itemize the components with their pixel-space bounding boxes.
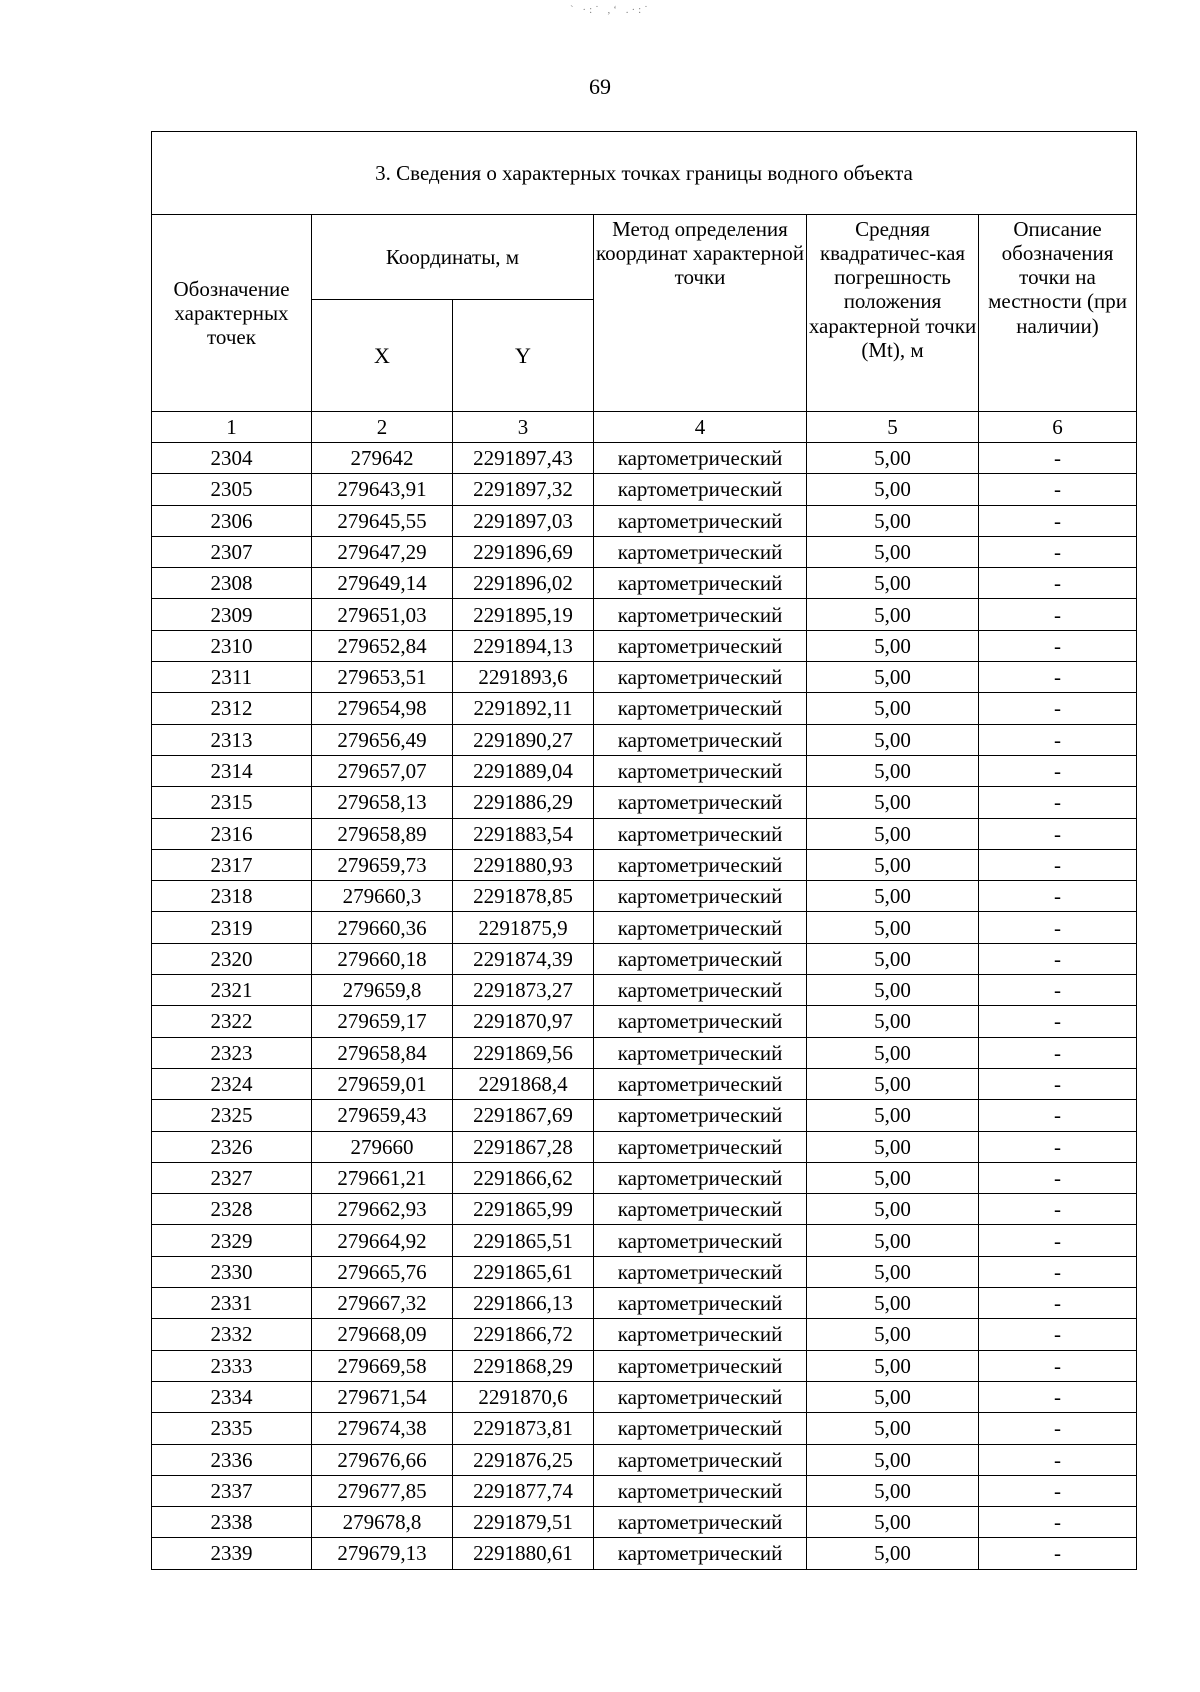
error-cell: 5,00 (807, 1288, 979, 1319)
description-cell: - (979, 881, 1137, 912)
point-designation-cell: 2306 (152, 505, 312, 536)
y-coordinate-cell: 2291866,62 (453, 1162, 594, 1193)
x-coordinate-cell: 279658,89 (312, 818, 453, 849)
error-cell: 5,00 (807, 568, 979, 599)
table-row (152, 1162, 1137, 1193)
table-row (152, 755, 1137, 786)
description-cell: - (979, 818, 1137, 849)
method-cell: картометрический (594, 505, 807, 536)
method-cell: картометрический (594, 881, 807, 912)
table-row (152, 662, 1137, 693)
table-row (152, 1413, 1137, 1444)
y-coordinate-cell: 2291890,27 (453, 724, 594, 755)
x-coordinate-cell: 279651,03 (312, 599, 453, 630)
x-coordinate-cell: 279660,36 (312, 912, 453, 943)
x-coordinate-cell: 279678,8 (312, 1507, 453, 1538)
description-cell: - (979, 1444, 1137, 1475)
x-coordinate-cell: 279668,09 (312, 1319, 453, 1350)
point-designation-cell: 2313 (152, 724, 312, 755)
x-coordinate-cell: 279658,13 (312, 787, 453, 818)
method-cell: картометрический (594, 1100, 807, 1131)
error-cell: 5,00 (807, 881, 979, 912)
description-cell: - (979, 1131, 1137, 1162)
table-row (152, 630, 1137, 661)
point-designation-cell: 2304 (152, 443, 312, 474)
point-designation-cell: 2311 (152, 662, 312, 693)
method-cell: картометрический (594, 630, 807, 661)
header-error: Средняя квадратичес-кая погрешность положения характерной точки (Mt), м (807, 215, 979, 412)
header-coordinates: Координаты, м (312, 215, 594, 300)
error-cell: 5,00 (807, 1350, 979, 1381)
x-coordinate-cell: 279669,58 (312, 1350, 453, 1381)
table-row (152, 599, 1137, 630)
method-cell: картометрический (594, 693, 807, 724)
point-designation-cell: 2310 (152, 630, 312, 661)
method-cell: картометрический (594, 1225, 807, 1256)
point-designation-cell: 2338 (152, 1507, 312, 1538)
column-number-row (152, 412, 1137, 443)
method-cell: картометрический (594, 1068, 807, 1099)
error-cell: 5,00 (807, 1413, 979, 1444)
table-row (152, 1256, 1137, 1287)
method-cell: картометрический (594, 1381, 807, 1412)
y-coordinate-cell: 2291866,72 (453, 1319, 594, 1350)
error-cell: 5,00 (807, 1194, 979, 1225)
description-cell: - (979, 1068, 1137, 1099)
description-cell: - (979, 1413, 1137, 1444)
description-cell: - (979, 1319, 1137, 1350)
error-cell: 5,00 (807, 1507, 979, 1538)
point-designation-cell: 2336 (152, 1444, 312, 1475)
table-row (152, 975, 1137, 1006)
y-coordinate-cell: 2291880,93 (453, 849, 594, 880)
y-coordinate-cell: 2291886,29 (453, 787, 594, 818)
x-coordinate-cell: 279679,13 (312, 1538, 453, 1569)
method-cell: картометрический (594, 568, 807, 599)
y-coordinate-cell: 2291897,03 (453, 505, 594, 536)
y-coordinate-cell: 2291889,04 (453, 755, 594, 786)
x-coordinate-cell: 279659,01 (312, 1068, 453, 1099)
table-row (152, 881, 1137, 912)
point-designation-cell: 2333 (152, 1350, 312, 1381)
table-row (152, 818, 1137, 849)
method-cell: картометрический (594, 1413, 807, 1444)
header-designation: Обозначение характерных точек (152, 215, 312, 412)
point-designation-cell: 2329 (152, 1225, 312, 1256)
table-row (152, 1538, 1137, 1569)
error-cell: 5,00 (807, 599, 979, 630)
method-cell: картометрический (594, 1037, 807, 1068)
point-designation-cell: 2334 (152, 1381, 312, 1412)
table-row (152, 1350, 1137, 1381)
y-coordinate-cell: 2291873,27 (453, 975, 594, 1006)
x-coordinate-cell: 279667,32 (312, 1288, 453, 1319)
y-coordinate-cell: 2291868,29 (453, 1350, 594, 1381)
column-number: 5 (807, 412, 979, 443)
description-cell: - (979, 1507, 1137, 1538)
y-coordinate-cell: 2291868,4 (453, 1068, 594, 1099)
method-cell: картометрический (594, 1256, 807, 1287)
table-row (152, 1444, 1137, 1475)
table-row (152, 1381, 1137, 1412)
point-designation-cell: 2307 (152, 536, 312, 567)
description-cell: - (979, 505, 1137, 536)
error-cell: 5,00 (807, 536, 979, 567)
table-row (152, 536, 1137, 567)
description-cell: - (979, 536, 1137, 567)
x-coordinate-cell: 279647,29 (312, 536, 453, 567)
x-coordinate-cell: 279657,07 (312, 755, 453, 786)
method-cell: картометрический (594, 724, 807, 755)
description-cell: - (979, 1225, 1137, 1256)
y-coordinate-cell: 2291869,56 (453, 1037, 594, 1068)
y-coordinate-cell: 2291896,02 (453, 568, 594, 599)
column-number: 2 (312, 412, 453, 443)
error-cell: 5,00 (807, 724, 979, 755)
y-coordinate-cell: 2291895,19 (453, 599, 594, 630)
x-coordinate-cell: 279660,3 (312, 881, 453, 912)
point-designation-cell: 2320 (152, 943, 312, 974)
error-cell: 5,00 (807, 818, 979, 849)
method-cell: картометрический (594, 818, 807, 849)
method-cell: картометрический (594, 1006, 807, 1037)
x-coordinate-cell: 279660,18 (312, 943, 453, 974)
y-coordinate-cell: 2291866,13 (453, 1288, 594, 1319)
table-row (152, 1507, 1137, 1538)
error-cell: 5,00 (807, 693, 979, 724)
description-cell: - (979, 1288, 1137, 1319)
method-cell: картометрический (594, 1350, 807, 1381)
point-designation-cell: 2331 (152, 1288, 312, 1319)
description-cell: - (979, 1194, 1137, 1225)
scan-marks: ` ·:˙ ,‘ .·:˙ (570, 4, 651, 16)
y-coordinate-cell: 2291893,6 (453, 662, 594, 693)
point-designation-cell: 2335 (152, 1413, 312, 1444)
point-designation-cell: 2325 (152, 1100, 312, 1131)
table-row (152, 1225, 1137, 1256)
x-coordinate-cell: 279642 (312, 443, 453, 474)
error-cell: 5,00 (807, 975, 979, 1006)
point-designation-cell: 2326 (152, 1131, 312, 1162)
y-coordinate-cell: 2291877,74 (453, 1475, 594, 1506)
point-designation-cell: 2337 (152, 1475, 312, 1506)
y-coordinate-cell: 2291865,99 (453, 1194, 594, 1225)
table-row (152, 1100, 1137, 1131)
description-cell: - (979, 1256, 1137, 1287)
method-cell: картометрический (594, 912, 807, 943)
error-cell: 5,00 (807, 943, 979, 974)
error-cell: 5,00 (807, 849, 979, 880)
point-designation-cell: 2322 (152, 1006, 312, 1037)
point-designation-cell: 2321 (152, 975, 312, 1006)
table-row (152, 1037, 1137, 1068)
point-designation-cell: 2323 (152, 1037, 312, 1068)
x-coordinate-cell: 279677,85 (312, 1475, 453, 1506)
y-coordinate-cell: 2291879,51 (453, 1507, 594, 1538)
point-designation-cell: 2312 (152, 693, 312, 724)
y-coordinate-cell: 2291874,39 (453, 943, 594, 974)
error-cell: 5,00 (807, 1319, 979, 1350)
error-cell: 5,00 (807, 1131, 979, 1162)
point-designation-cell: 2308 (152, 568, 312, 599)
method-cell: картометрический (594, 1444, 807, 1475)
error-cell: 5,00 (807, 912, 979, 943)
y-coordinate-cell: 2291880,61 (453, 1538, 594, 1569)
page-number: 69 (589, 74, 611, 99)
point-designation-cell: 2317 (152, 849, 312, 880)
error-cell: 5,00 (807, 662, 979, 693)
point-designation-cell: 2314 (152, 755, 312, 786)
x-coordinate-cell: 279665,76 (312, 1256, 453, 1287)
method-cell: картометрический (594, 662, 807, 693)
method-cell: картометрический (594, 1131, 807, 1162)
y-coordinate-cell: 2291875,9 (453, 912, 594, 943)
x-coordinate-cell: 279659,73 (312, 849, 453, 880)
table-row (152, 724, 1137, 755)
method-cell: картометрический (594, 1538, 807, 1569)
x-coordinate-cell: 279662,93 (312, 1194, 453, 1225)
y-coordinate-cell: 2291878,85 (453, 881, 594, 912)
table-row (152, 1006, 1137, 1037)
x-coordinate-cell: 279659,8 (312, 975, 453, 1006)
description-cell: - (979, 568, 1137, 599)
x-coordinate-cell: 279654,98 (312, 693, 453, 724)
error-cell: 5,00 (807, 1006, 979, 1037)
error-cell: 5,00 (807, 1100, 979, 1131)
boundary-points-table (151, 131, 1137, 1570)
y-coordinate-cell: 2291897,32 (453, 474, 594, 505)
description-cell: - (979, 1162, 1137, 1193)
x-coordinate-cell: 279649,14 (312, 568, 453, 599)
title-row (152, 132, 1137, 215)
description-cell: - (979, 1381, 1137, 1412)
method-cell: картометрический (594, 474, 807, 505)
description-cell: - (979, 1475, 1137, 1506)
x-coordinate-cell: 279660 (312, 1131, 453, 1162)
method-cell: картометрический (594, 1475, 807, 1506)
description-cell: - (979, 662, 1137, 693)
point-designation-cell: 2305 (152, 474, 312, 505)
table-row (152, 1194, 1137, 1225)
column-number: 4 (594, 412, 807, 443)
description-cell: - (979, 1100, 1137, 1131)
header-x: X (312, 300, 453, 412)
point-designation-cell: 2309 (152, 599, 312, 630)
error-cell: 5,00 (807, 630, 979, 661)
y-coordinate-cell: 2291892,11 (453, 693, 594, 724)
table-row (152, 1475, 1137, 1506)
x-coordinate-cell: 279653,51 (312, 662, 453, 693)
x-coordinate-cell: 279643,91 (312, 474, 453, 505)
x-coordinate-cell: 279656,49 (312, 724, 453, 755)
method-cell: картометрический (594, 975, 807, 1006)
table-title: 3. Сведения о характерных точках границы водного объекта (152, 132, 1137, 215)
header-y: Y (453, 300, 594, 412)
table-row (152, 1319, 1137, 1350)
description-cell: - (979, 849, 1137, 880)
y-coordinate-cell: 2291873,81 (453, 1413, 594, 1444)
table-row (152, 943, 1137, 974)
description-cell: - (979, 787, 1137, 818)
point-designation-cell: 2330 (152, 1256, 312, 1287)
description-cell: - (979, 1006, 1137, 1037)
column-number: 3 (453, 412, 594, 443)
y-coordinate-cell: 2291896,69 (453, 536, 594, 567)
y-coordinate-cell: 2291865,51 (453, 1225, 594, 1256)
table-row (152, 474, 1137, 505)
point-designation-cell: 2327 (152, 1162, 312, 1193)
description-cell: - (979, 630, 1137, 661)
method-cell: картометрический (594, 787, 807, 818)
description-cell: - (979, 755, 1137, 786)
description-cell: - (979, 693, 1137, 724)
point-designation-cell: 2324 (152, 1068, 312, 1099)
table-row (152, 443, 1137, 474)
description-cell: - (979, 1538, 1137, 1569)
error-cell: 5,00 (807, 1037, 979, 1068)
x-coordinate-cell: 279676,66 (312, 1444, 453, 1475)
table-row (152, 849, 1137, 880)
error-cell: 5,00 (807, 1256, 979, 1287)
table-row (152, 568, 1137, 599)
y-coordinate-cell: 2291865,61 (453, 1256, 594, 1287)
method-cell: картометрический (594, 1507, 807, 1538)
error-cell: 5,00 (807, 1068, 979, 1099)
point-designation-cell: 2319 (152, 912, 312, 943)
method-cell: картометрический (594, 1288, 807, 1319)
x-coordinate-cell: 279661,21 (312, 1162, 453, 1193)
point-designation-cell: 2316 (152, 818, 312, 849)
error-cell: 5,00 (807, 443, 979, 474)
method-cell: картометрический (594, 1162, 807, 1193)
table-row (152, 787, 1137, 818)
description-cell: - (979, 1037, 1137, 1068)
method-cell: картометрический (594, 443, 807, 474)
x-coordinate-cell: 279658,84 (312, 1037, 453, 1068)
method-cell: картометрический (594, 755, 807, 786)
method-cell: картометрический (594, 599, 807, 630)
x-coordinate-cell: 279671,54 (312, 1381, 453, 1412)
description-cell: - (979, 975, 1137, 1006)
y-coordinate-cell: 2291867,28 (453, 1131, 594, 1162)
method-cell: картометрический (594, 1319, 807, 1350)
x-coordinate-cell: 279659,43 (312, 1100, 453, 1131)
method-cell: картометрический (594, 849, 807, 880)
header-method: Метод определения координат характерной точки (594, 215, 807, 412)
y-coordinate-cell: 2291867,69 (453, 1100, 594, 1131)
description-cell: - (979, 1350, 1137, 1381)
method-cell: картометрический (594, 1194, 807, 1225)
table-row (152, 1288, 1137, 1319)
x-coordinate-cell: 279652,84 (312, 630, 453, 661)
y-coordinate-cell: 2291876,25 (453, 1444, 594, 1475)
point-designation-cell: 2332 (152, 1319, 312, 1350)
point-designation-cell: 2315 (152, 787, 312, 818)
header-description: Описание обозначения точки на местности (при наличии) (979, 215, 1137, 412)
description-cell: - (979, 443, 1137, 474)
description-cell: - (979, 943, 1137, 974)
error-cell: 5,00 (807, 1225, 979, 1256)
table-row (152, 1131, 1137, 1162)
error-cell: 5,00 (807, 1381, 979, 1412)
point-designation-cell: 2339 (152, 1538, 312, 1569)
error-cell: 5,00 (807, 787, 979, 818)
description-cell: - (979, 599, 1137, 630)
error-cell: 5,00 (807, 1475, 979, 1506)
error-cell: 5,00 (807, 505, 979, 536)
y-coordinate-cell: 2291870,97 (453, 1006, 594, 1037)
table-row (152, 693, 1137, 724)
error-cell: 5,00 (807, 1162, 979, 1193)
description-cell: - (979, 912, 1137, 943)
table-row (152, 505, 1137, 536)
table-row (152, 1068, 1137, 1099)
error-cell: 5,00 (807, 755, 979, 786)
table-body (152, 132, 1137, 1570)
column-number: 1 (152, 412, 312, 443)
method-cell: картометрический (594, 943, 807, 974)
x-coordinate-cell: 279674,38 (312, 1413, 453, 1444)
error-cell: 5,00 (807, 1538, 979, 1569)
error-cell: 5,00 (807, 1444, 979, 1475)
error-cell: 5,00 (807, 474, 979, 505)
y-coordinate-cell: 2291897,43 (453, 443, 594, 474)
y-coordinate-cell: 2291870,6 (453, 1381, 594, 1412)
description-cell: - (979, 474, 1137, 505)
y-coordinate-cell: 2291894,13 (453, 630, 594, 661)
x-coordinate-cell: 279645,55 (312, 505, 453, 536)
point-designation-cell: 2318 (152, 881, 312, 912)
y-coordinate-cell: 2291883,54 (453, 818, 594, 849)
description-cell: - (979, 724, 1137, 755)
column-number: 6 (979, 412, 1137, 443)
x-coordinate-cell: 279659,17 (312, 1006, 453, 1037)
point-designation-cell: 2328 (152, 1194, 312, 1225)
table-row (152, 912, 1137, 943)
method-cell: картометрический (594, 536, 807, 567)
header-row-top (152, 215, 1137, 300)
x-coordinate-cell: 279664,92 (312, 1225, 453, 1256)
